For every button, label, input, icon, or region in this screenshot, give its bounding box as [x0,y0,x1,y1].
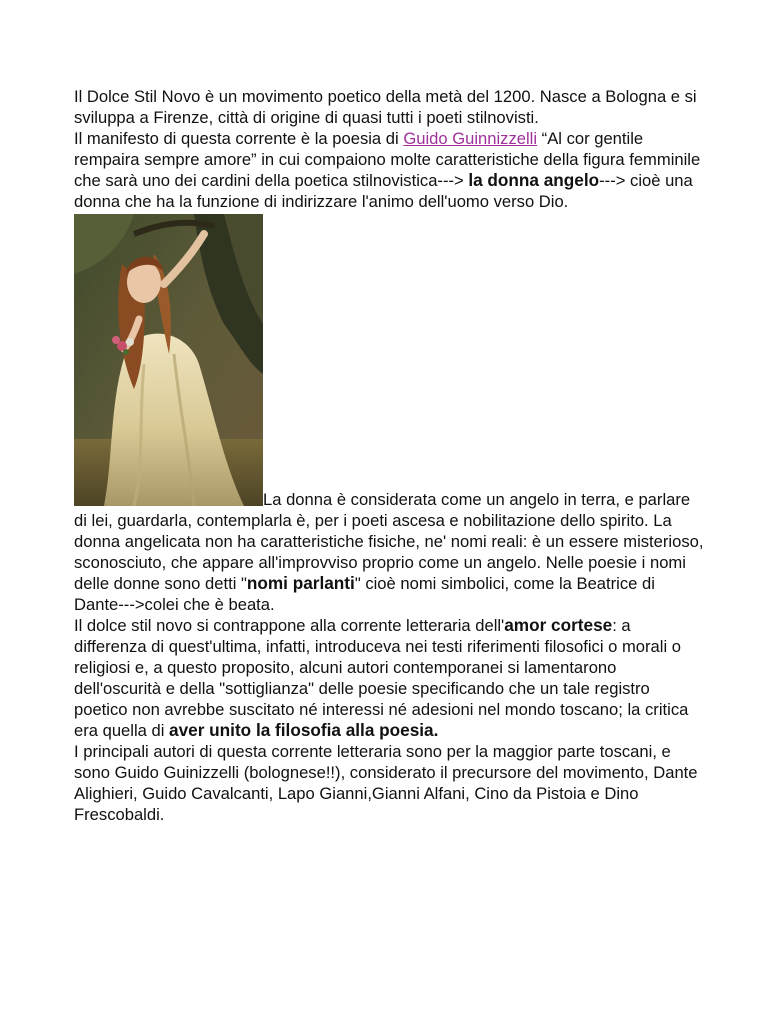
manifesto-text-1: Il manifesto di questa corrente è la poesia di [74,129,404,148]
amor-cortese-bold: amor cortese [504,615,613,635]
manifesto-paragraph [74,128,704,212]
manifesto-text-2: “Al cor gentile rempaira sempre amore” in cui compaiono molte caratteristiche della figura femminile che sarà uno dei cardini della poetica stilnovistica---> [74,129,701,190]
donna-angelo-bold: la donna angelo [468,170,600,190]
donna-text-1: La donna è considerata come un angelo in terra, e parlare di lei, guardarla, contemplarla è, per i poeti ascesa e nobilitazione dello spirito. La donna angelicata non ha caratteristiche fisiche, ne' nomi reali: è un essere misterioso, sconosciuto, che appare all'improvviso proprio come un angelo. Nelle poesie i nomi delle donne sono detti " [74,490,704,593]
donna-text-2: " cioè nomi simbolici, come la Beatrice di Dante--->colei che è beata. [74,574,655,614]
contrapposizione-text-2: : a differenza di quest'ultima, infatti, introduceva nei testi riferimenti filosofici o morali o religiosi e, a questo proposito, alcuni autori contemporanei si lamentarono dell'oscurità e della "sottiglianza" delle poesie specificando che un tale registro poetico non avrebbe suscitato né interessi né adesioni nel mondo toscano; la critica era quella di [74,616,689,740]
contrapposizione-paragraph [74,615,704,741]
guinizzelli-link[interactable]: Guido Guinnizzelli [403,129,538,148]
filosofia-poesia-bold: aver unito la filosofia alla poesia. [169,720,439,740]
intro-paragraph: Il Dolce Stil Novo è un movimento poetico della metà del 1200. Nasce a Bologna e si sviluppa a Firenze, città di origine di quasi tutti i poeti stilnovisti. [74,87,697,127]
autori-paragraph: I principali autori di questa corrente letteraria sono per la maggior parte toscani, e sono Guido Guinizzelli (bolognese!!), considerato il precursore del movimento, Dante Alighieri, Guido Cavalcanti, Lapo Gianni,Gianni Alfani, Cino da Pistoia e Dino Frescobaldi. [74,742,698,824]
manifesto-text-3: ---> cioè una donna che ha la funzione di indirizzare l'animo dell'uomo verso Dio. [74,171,693,211]
document-body [74,86,704,825]
nomi-parlanti-bold: nomi parlanti [246,573,355,593]
donna-paragraph [74,489,704,615]
donna-angelo-painting [74,214,263,506]
contrapposizione-text-1: Il dolce stil novo si contrappone alla corrente letteraria dell' [74,616,505,635]
